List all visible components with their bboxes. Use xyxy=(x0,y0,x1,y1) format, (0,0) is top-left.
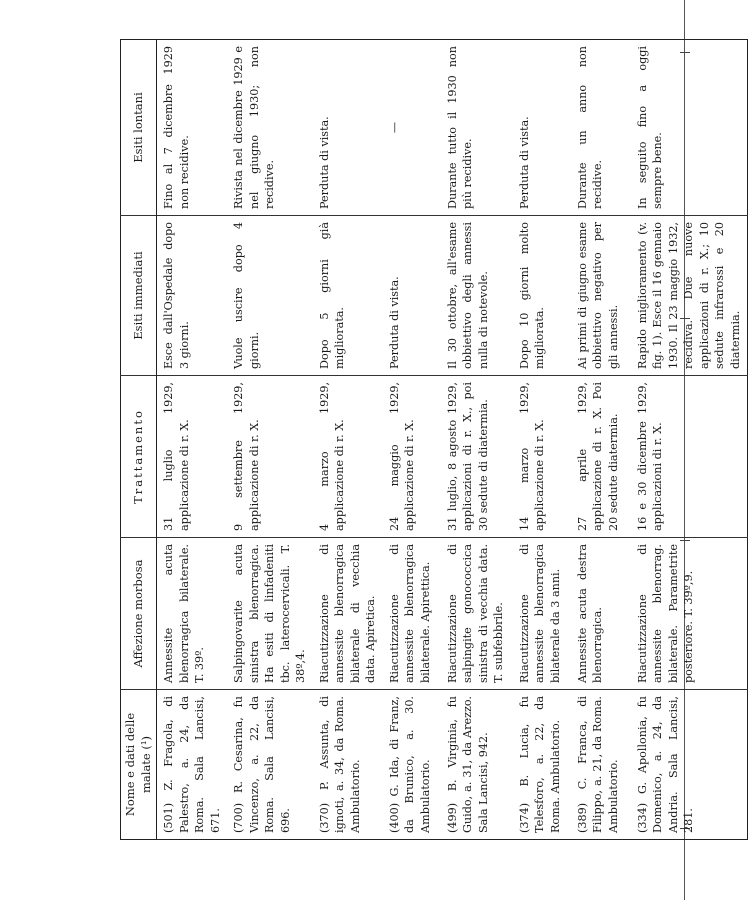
cell-affection: Salpingovarite acuta sinistra blenorragica. Ha esiti di linfadeniti tbc. laterocervicali. T. 38º,4. xyxy=(227,538,313,690)
cell-patient: (700) R. Cesarina, fu Vincenzo, a. 22, da Roma. Sala Lancisi, 696. xyxy=(232,696,292,833)
cell-distant-outcome: Rivista nel dicembre 1929 e nel giugno 1930; non recidive. xyxy=(227,40,313,216)
header-row xyxy=(121,40,157,840)
rotated-table-inner xyxy=(120,40,742,840)
cell-affection: Riacutizzazione di annessite blenorragica bilaterale da 3 anni. xyxy=(513,538,571,690)
cell-treatment: 24 maggio 1929, applicazione di r. X. xyxy=(383,376,441,538)
table-row xyxy=(383,40,441,840)
column-header-immediate-outcome: Esiti immediati xyxy=(121,216,157,376)
table-row xyxy=(227,40,313,840)
cell-treatment: 31 luglio, 8 agosto 1929, applicazioni di r. X., poi 30 sedute di diatermia. xyxy=(441,376,513,538)
column-header-patient: Nome e dati delle malate (¹) xyxy=(121,690,157,840)
cell-affection: Riacutizzazione di annessite blenorragica bilaterale di vecchia data. Apiretica. xyxy=(313,538,383,690)
table-row xyxy=(631,40,748,840)
column-header-distant-outcome: Esiti lontani xyxy=(121,40,157,216)
cell-treatment: 4 marzo 1929, applicazione di r. X. xyxy=(313,376,383,538)
column-header-treatment: Trattamento xyxy=(121,376,157,538)
cell-distant-outcome: In seguito fino a oggi sempre bene. xyxy=(631,40,748,216)
cell-patient: (374) B. Lucia, fu Telesforo, a. 22, da Roma. Ambulatorio. xyxy=(517,696,562,833)
cell-treatment: 16 e 30 dicembre 1929, applicazioni di r. X. xyxy=(631,376,748,538)
table-row xyxy=(313,40,383,840)
cell-patient: (389) C. Franca, di Filippo, a. 21, da Roma. Ambulatorio. xyxy=(575,696,620,833)
cell-immediate-outcome: Il 30 ottobre, all'esame obbiettivo degli annessi nulla di notevole. xyxy=(441,216,513,376)
cell-distant-outcome: Fino al 7 dicembre 1929 non recidive. xyxy=(157,40,228,216)
cell-distant-outcome xyxy=(383,40,441,216)
cell-immediate-outcome: Rapido miglioramento (v. fig. 1). Esce il 16 gennaio 1930. Il 23 maggio 1932, recidiva. Due nuove applicazioni di r. X.; 10 sedute infrarossi e 20 diatermia. xyxy=(631,216,748,376)
cell-immediate-outcome: Dopo 10 giorni molto migliorata. xyxy=(513,216,571,376)
cell-immediate-outcome: Dopo 5 giorni già migliorata. xyxy=(313,216,383,376)
cell-patient: (400) G. Ida, di Franz, da Brunico, a. 30. Ambulatorio. xyxy=(387,696,432,833)
cell-patient: (499) B. Virginia, fu Guido, a. 31, da Arezzo. Sala Lancisi, 942. xyxy=(445,696,490,833)
cell-affection: Riacutizzazione di salpingite gonococcica sinistra di vecchia data. T. subfebbrile. xyxy=(441,538,513,690)
cell-distant-outcome: Durante un anno non recidive. xyxy=(571,40,631,216)
table-header xyxy=(121,40,157,840)
cell-affection: Riacutizzazione di annessite blenorragica bilaterale. Apirettica. xyxy=(383,538,441,690)
cell-immediate-outcome: Ai primi di giugno esame obbiettivo negativo per gli annessi. xyxy=(571,216,631,376)
table-body xyxy=(157,40,748,840)
cell-distant-outcome: Perduta di vista. xyxy=(513,40,571,216)
cell-treatment: 14 marzo 1929, applicazione di r. X. xyxy=(513,376,571,538)
cell-immediate-outcome: Perduta di vista. xyxy=(383,216,441,376)
cell-treatment: 9 settembre 1929, applicazione di r. X. xyxy=(227,376,313,538)
cell-immediate-outcome: Esce dall'Ospedale dopo 3 giorni. xyxy=(157,216,228,376)
clinical-cases-table xyxy=(120,39,748,840)
cell-affection: Annessite acuta destra blenorragica. xyxy=(571,538,631,690)
cell-treatment: 27 aprile 1929, applicazione di r. X. Poi 20 sedute diatermia. xyxy=(571,376,631,538)
cell-patient: (501) Z. Fragola, di Palestro, a. 24, da Roma. Sala Lancisi, 671. xyxy=(162,696,222,833)
cell-distant-outcome: Durante tutto il 1930 non più recidive. xyxy=(441,40,513,216)
cell-patient: (334) G. Apollonia, fu Domenico, a. 24, da Andria. Sala Lancisi, 281. xyxy=(635,696,695,833)
cell-immediate-outcome: Vuole uscire dopo 4 giorni. xyxy=(227,216,313,376)
rotated-table-container xyxy=(120,40,742,840)
cell-patient: (370) P. Assunta, di ignoti, a. 34, da Roma. Ambulatorio. xyxy=(317,696,362,833)
cell-affection: Annessite acuta blenorragica bilaterale. T. 39º. xyxy=(157,538,228,690)
table-row xyxy=(441,40,513,840)
empty-dash: — xyxy=(387,121,401,134)
cell-distant-outcome: Perduta di vista. xyxy=(313,40,383,216)
cell-treatment: 31 luglio 1929, applicazione di r. X. xyxy=(157,376,228,538)
cell-affection: Riacutizzazione di annessite blenorrag. bilaterale. Parametrite posteriore. T. 39º,9. xyxy=(631,538,748,690)
table-row xyxy=(513,40,571,840)
table-row xyxy=(157,40,228,840)
table-row xyxy=(571,40,631,840)
column-header-affection: Affezione morbosa xyxy=(121,538,157,690)
